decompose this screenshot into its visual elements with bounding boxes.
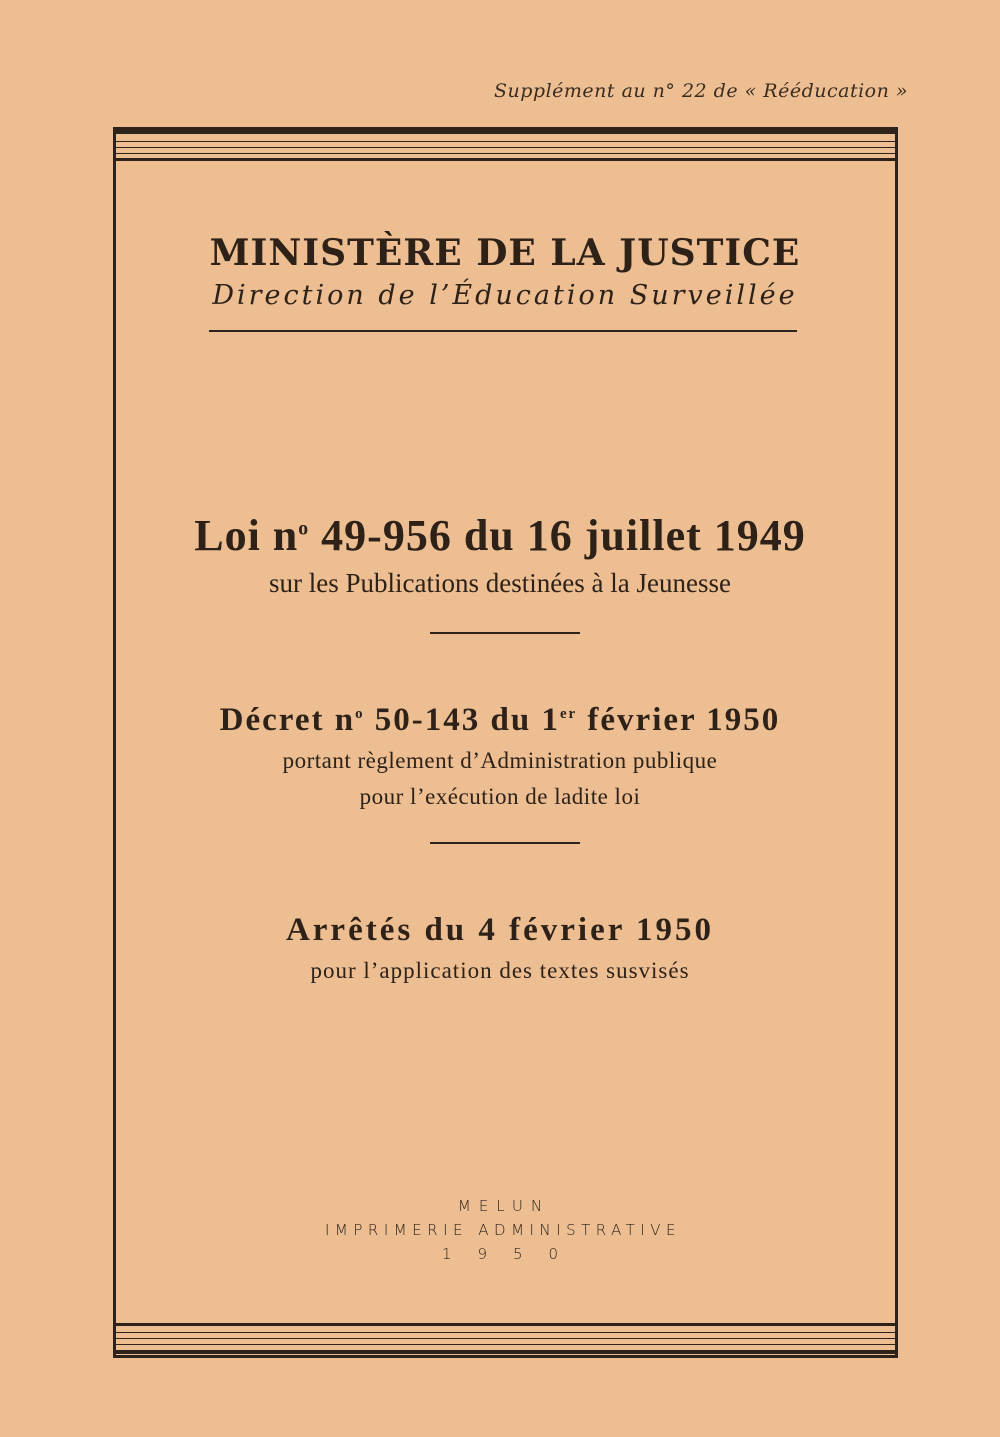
decret-title <box>0 702 1000 739</box>
top-rule-thick <box>116 130 895 134</box>
imprint-city: MELUN <box>457 1197 551 1215</box>
law-title <box>0 510 1000 561</box>
bottom-rule-top <box>116 1323 895 1326</box>
decret-title-rest: février 1950 <box>577 702 781 738</box>
section-divider-2 <box>430 842 580 844</box>
top-rule-thin-3 <box>116 153 895 154</box>
decret-subtitle-line2: pour l’exécution de ladite loi <box>359 784 641 809</box>
top-rule-thin-1 <box>116 141 895 142</box>
top-rule-thin-2 <box>116 147 895 148</box>
top-rules <box>116 130 895 162</box>
decret-title-mid: 50-143 du 1 <box>364 702 560 738</box>
header-divider <box>209 330 797 332</box>
ministry-title: MINISTÈRE DE LA JUSTICE <box>209 232 801 274</box>
imprint-printer: IMPRIMERIE ADMINISTRATIVE <box>324 1221 681 1239</box>
imprint-year: 1950 <box>441 1245 585 1263</box>
decret-title-superscript: o <box>355 706 365 722</box>
bottom-rule-thin-2 <box>116 1338 895 1339</box>
bottom-rule-thin-1 <box>116 1332 895 1333</box>
top-rule-bottom <box>116 158 895 161</box>
bottom-rule-thick <box>116 1350 895 1354</box>
law-title-superscript: o <box>298 517 310 540</box>
law-subtitle: sur les Publications destinées à la Jeunesse <box>269 568 731 598</box>
section-divider-1 <box>430 632 580 634</box>
arretes-subtitle: pour l’application des textes susvisés <box>310 958 690 983</box>
bottom-rules <box>116 1323 895 1355</box>
law-title-prefix: Loi n <box>194 511 299 560</box>
direction-subtitle: Direction de l’Éducation Surveillée <box>212 280 798 311</box>
arretes-title: Arrêtés du 4 février 1950 <box>285 912 715 948</box>
decret-title-superscript-2: er <box>559 706 578 722</box>
page-frame <box>113 127 898 1358</box>
masthead <box>0 232 1000 311</box>
bottom-rule-thin-3 <box>116 1344 895 1345</box>
decret-subtitle-line1: portant règlement d’Administration publique <box>282 748 718 773</box>
supplement-note: Supplément au n° 22 de « Rééducation » <box>494 80 908 102</box>
law-title-rest: 49-956 du 16 juillet 1949 <box>309 511 806 560</box>
decret-title-prefix: Décret n <box>219 702 356 738</box>
